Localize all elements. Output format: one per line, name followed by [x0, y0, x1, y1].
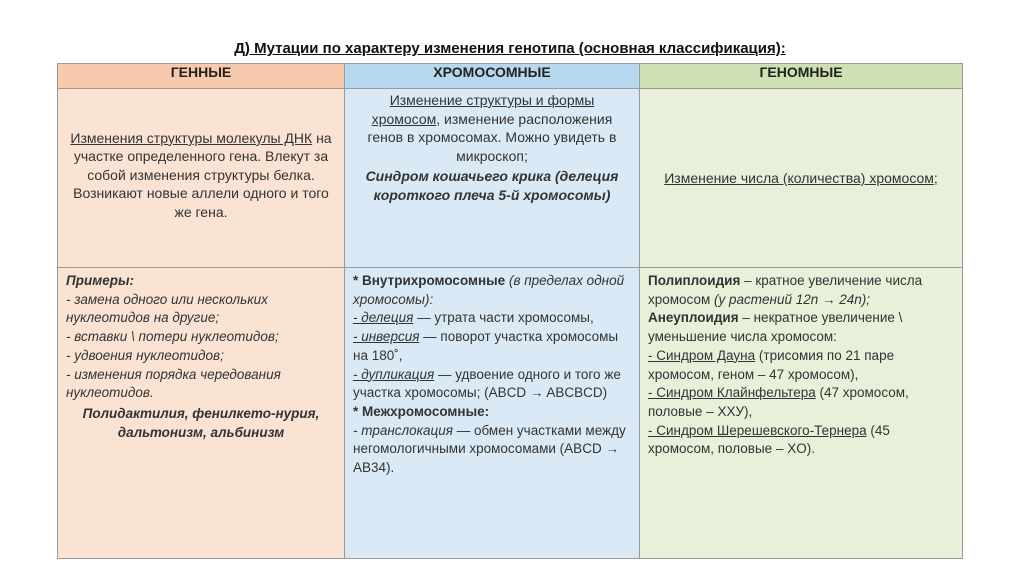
gene-example-item: - удвоения нуклеотидов; — [66, 347, 224, 363]
genom-polyploidy-label: Полиплоидия — [648, 273, 741, 288]
header-gene: ГЕННЫЕ — [58, 64, 345, 89]
chrom-translocation-text: — обмен участками между негомологичными хромосомами (ABCD → AB34). — [353, 422, 626, 476]
chrom-syndrome: Синдром кошачьего крика (делеция короткого плеча 5-й хромосомы) — [365, 168, 619, 203]
genom-down-label: - Синдром Дауна — [648, 347, 756, 363]
chrom-duplication-label: - дупликация — [353, 366, 435, 382]
genom-aneuploidy-label: Анеуплоидия — [648, 310, 739, 326]
header-chromosomal: ХРОМОСОМНЫЕ — [345, 64, 640, 89]
chrom-intra-note: (в пределах одной хромосомы): — [353, 273, 625, 307]
genom-description-cell — [640, 89, 963, 268]
chrom-inversion-label: - инверсия — [353, 329, 420, 345]
gene-example-item: - замена одного или нескольких нуклеотидов на другие; — [66, 291, 268, 326]
genom-polyploidy-text: – кратное увеличение числа хромосом — [648, 273, 923, 307]
genom-aneuploidy-text: – некратное увеличение \ уменьшение числа хромосом: — [648, 310, 903, 345]
genom-desc-underlined: Изменение числа (количества) хромосом; — [664, 169, 938, 186]
genom-examples-cell — [640, 268, 963, 559]
gene-examples-cell — [58, 268, 345, 559]
chrom-translocation-label: - транслокация — [353, 422, 453, 438]
slide-title: Д) Мутации по характеру изменения генотипа (основная классификация): — [234, 40, 786, 57]
gene-examples-title: Примеры: — [66, 273, 134, 288]
mutation-table — [57, 63, 963, 559]
chrom-description-cell — [345, 89, 640, 268]
chrom-duplication-text: — удвоение одного и того же участка хромосомы; (ABCD → ABCBCD) — [353, 366, 621, 401]
gene-desc-text: на участке определенного гена. Влекут за собой изменения структуры белка. Возникают новые аллели одного и того же гена. — [73, 129, 332, 220]
gene-example-item: - изменения порядка чередования нуклеотидов. — [66, 366, 281, 401]
gene-example-item: - вставки \ потери нуклеотидов; — [66, 329, 279, 345]
gene-description-cell — [58, 89, 345, 268]
genom-turner-text: (45 хромосом, половые – XO). — [648, 422, 890, 457]
gene-diseases: Полидактилия, фенилкето-нурия, дальтонизм, альбинизм — [82, 405, 320, 440]
chrom-desc-text: , изменение расположения генов в хромосомах. Можно увидеть в микроскоп; — [367, 110, 617, 164]
chrom-desc-underlined: Изменение структуры и формы хромосом — [371, 92, 595, 127]
genom-polyploidy-note: (у растений 12n → 24n); — [714, 291, 871, 307]
chrom-deletion-label: - делеция — [353, 310, 414, 326]
chrom-inversion-text: — поворот участка хромосомы на 180˚, — [353, 329, 619, 363]
genom-turner-label: - Синдром Шерешевского-Тернера — [648, 422, 867, 438]
chrom-examples-cell — [345, 268, 640, 559]
genom-down-text: (трисомия по 21 паре хромосом, геном – 47 хромосом), — [648, 347, 895, 382]
header-genomic: ГЕНОМНЫЕ — [640, 64, 963, 89]
gene-desc-underlined: Изменения структуры молекулы ДНК — [70, 129, 313, 146]
genom-klinefelter-text: (47 хромосом, половые – XXУ), — [648, 385, 909, 419]
genom-klinefelter-label: - Синдром Клайнфельтера — [648, 385, 816, 401]
chrom-intra-title: * Внутрихромосомные — [353, 273, 506, 288]
chrom-deletion-text: — утрата части хромосомы, — [413, 310, 594, 326]
chrom-inter-title: * Межхромосомные: — [353, 403, 490, 419]
